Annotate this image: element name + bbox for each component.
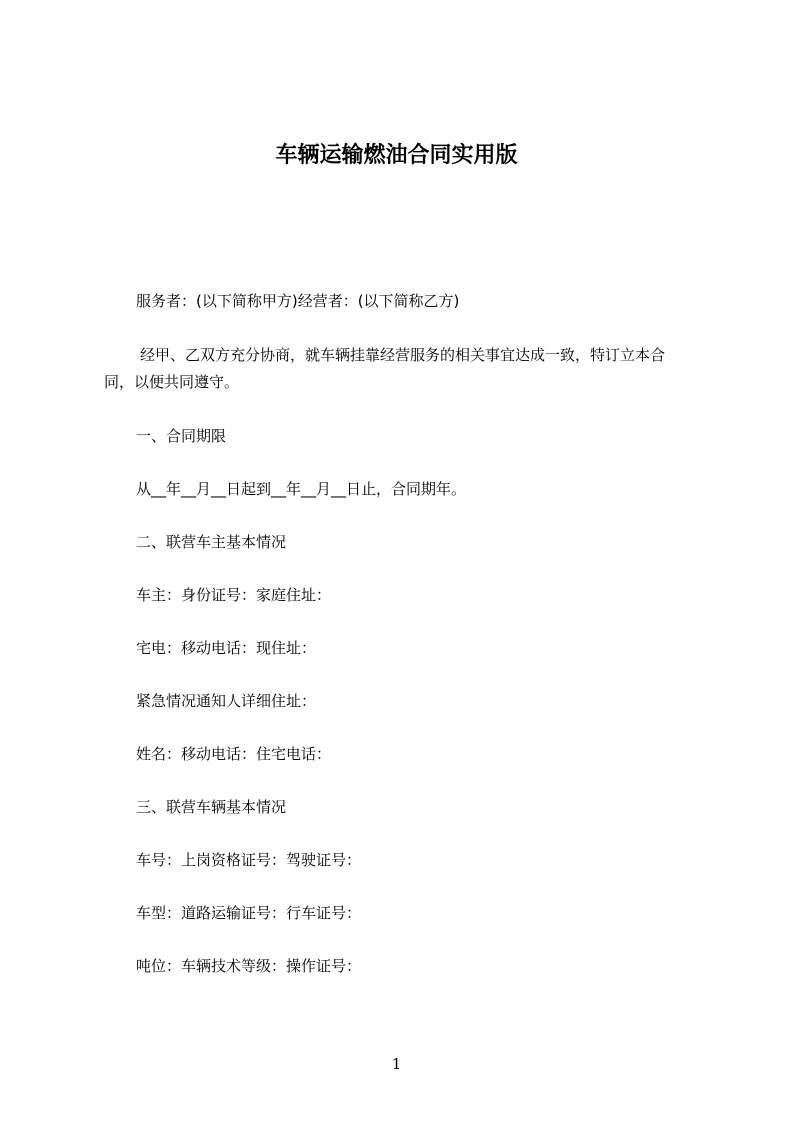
document-title: 车辆运输燃油合同实用版	[275, 143, 518, 168]
page-number: 1	[391, 1055, 402, 1073]
parties-line: 服务者：(以下简称甲方)经营者：(以下简称乙方)	[136, 292, 460, 310]
contact-name-line: 姓名：移动电话：住宅电话：	[136, 745, 332, 763]
section-3-heading: 三、联营车辆基本情况	[136, 798, 287, 816]
emergency-contact-line: 紧急情况通知人详细住址：	[136, 692, 317, 710]
vehicle-number-line: 车号：上岗资格证号：驾驶证号：	[136, 851, 362, 869]
intro-paragraph-line-1: 经甲、乙双方充分协商，就车辆挂靠经营服务的相关事宜达成一致，特订立本合	[140, 346, 666, 364]
owner-id-line: 车主：身份证号：家庭住址：	[136, 586, 332, 604]
section-2-heading: 二、联营车主基本情况	[136, 533, 287, 551]
owner-phone-line: 宅电：移动电话：现住址：	[136, 639, 317, 657]
intro-paragraph-line-2: 同，以便共同遵守。	[104, 373, 240, 391]
section-1-heading: 一、合同期限	[136, 427, 227, 445]
vehicle-tonnage-line: 吨位：车辆技术等级：操作证号：	[136, 957, 362, 975]
vehicle-type-line: 车型：道路运输证号：行车证号：	[136, 904, 362, 922]
contract-term-line: 从__年__月__日起到__年__月__日止，合同期年。	[136, 480, 467, 498]
